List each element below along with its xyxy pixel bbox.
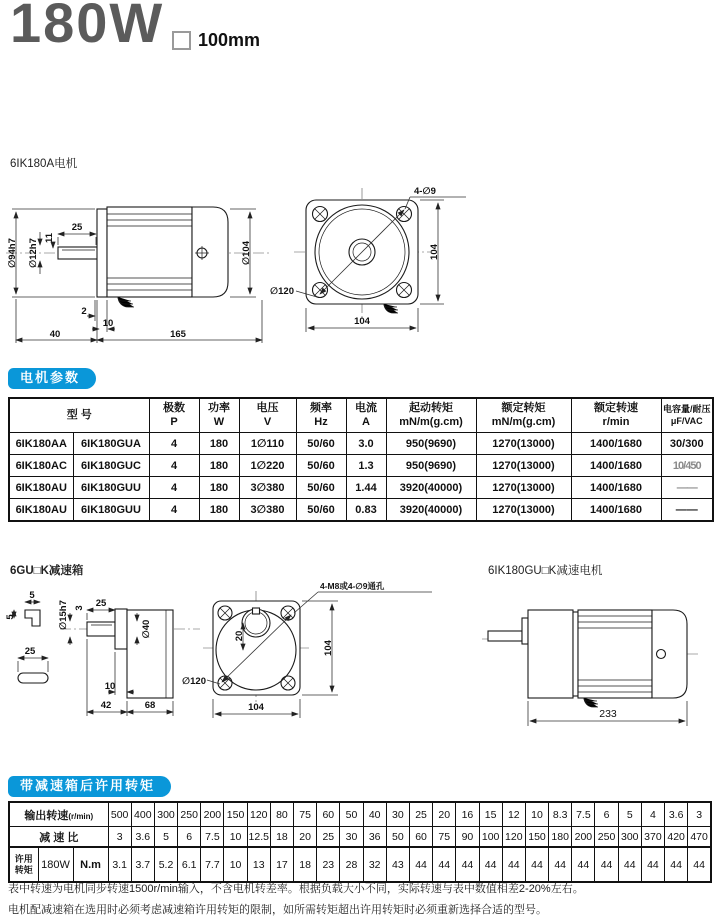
table-cell: 180 [199,477,239,499]
table-cell: 18 [270,827,293,848]
table-cell: 18 [294,847,317,882]
torque-label: 许用 转矩 [9,847,38,882]
table-cell: 6IK180GUA [73,433,149,455]
table-cell: 20 [433,802,456,827]
table-cell: 50/60 [296,433,346,455]
table-cell: 4 [149,455,199,477]
table-cell: 400 [131,802,154,827]
table-cell: 420 [665,827,688,848]
table-cell: 75 [433,827,456,848]
table-cell: 40 [363,802,386,827]
table-cell: 44 [572,847,595,882]
table-cell: 25 [317,827,340,848]
param-row [9,455,713,477]
table-cell: 0.83 [346,499,386,522]
gearbox-side-view [58,598,200,716]
frame-size [172,30,260,51]
gearmotor-drawing-title: 6IK180GU□K减速电机 [488,565,603,577]
output-speed-row [9,802,711,827]
key-detail-view [5,590,48,683]
col-header-start-torque: 起动转矩 mN/m(g.cm) [386,398,476,433]
table-cell: 44 [433,847,456,882]
table-cell: 7.5 [572,802,595,827]
col-header-current: 电流 A [346,398,386,433]
table-cell: 180 [549,827,572,848]
table-cell: 10 [525,802,548,827]
table-cell: 30 [340,827,363,848]
table-cell: 5.2 [154,847,177,882]
table-cell: 1400/1680 [571,455,661,477]
torque-power: 180W [38,847,73,882]
table-cell: 32 [363,847,386,882]
gearbox-dimension-drawing [0,558,480,740]
table-cell: 1∅220 [239,455,296,477]
table-cell: 10 [224,847,247,882]
dim-shaft-length: 40 [49,329,61,340]
table-cell: 120 [502,827,525,848]
table-cell: 50 [340,802,363,827]
table-cell: 250 [595,827,618,848]
table-cell: 43 [386,847,409,882]
param-header-row [9,398,713,433]
table-cell: 950(9690) [386,455,476,477]
table-cell: 6IK180AA [9,433,73,455]
table-cell: 3 [108,827,131,848]
gearbox-drawing-title: 6GU□K减速箱 [10,565,84,577]
table-cell: 500 [108,802,131,827]
table-cell: 8.3 [549,802,572,827]
ratio-row [9,827,711,848]
table-cell: 60 [317,802,340,827]
output-speed-label: 输出转速(r/min) [9,802,108,827]
table-cell: 300 [618,827,641,848]
table-cell: 6 [595,802,618,827]
wire-curl-icon [384,304,398,313]
table-cell: 7.7 [201,847,224,882]
table-cell: 100 [479,827,502,848]
table-cell: 150 [224,802,247,827]
col-header-rated-speed: 额定转速 r/min [571,398,661,433]
table-cell: 120 [247,802,270,827]
table-cell: 17 [270,847,293,882]
dim-key-height: 11 [44,232,55,244]
dim-lip: 10 [104,681,116,692]
dim-body-length: 165 [170,329,186,340]
table-cell: 3.6 [665,802,688,827]
table-cell: 30/300 [661,433,713,455]
table-cell: 4 [149,433,199,455]
dim-flange-width: 104 [354,316,370,327]
frame-size-label: 100mm [198,30,261,50]
dim-holes: 4-∅9 [414,186,436,197]
table-cell: 6IK180GUC [73,455,149,477]
section-badge-torque: 带减速箱后许用转矩 [8,776,171,797]
ratio-label: 减 速 比 [9,827,108,848]
param-row [9,433,713,455]
motor-side-view [6,207,272,307]
dim-flange-width: 104 [248,702,264,713]
dim-boss-length: 10 [102,318,114,329]
col-header-frequency: 频率 Hz [296,398,346,433]
table-cell: 30 [386,802,409,827]
footnote-speed: 表中转速为电机同步转速1500r/min输入，不含电机转差率。根据负载大小不同，实际转速与表中数值相差2-20%左右。 [8,883,584,895]
torque-row [9,847,711,882]
table-cell: 23 [317,847,340,882]
col-header-capacitance: 电容量/耐压 μF/VAC [661,398,713,433]
dim-body-diameter: ∅94h7 [7,238,18,268]
table-cell: 1∅110 [239,433,296,455]
table-cell: 1.44 [346,477,386,499]
dim-gap: 2 [81,306,87,317]
table-cell: 7.5 [201,827,224,848]
table-cell: 12.5 [247,827,270,848]
col-header-rated-torque: 额定转矩 mN/m(g.cm) [476,398,571,433]
motor-front-view [294,188,430,318]
table-cell: 10/450 [661,455,713,477]
param-row [9,477,713,499]
section-badge-motor-params: 电机参数 [8,368,96,389]
table-cell: 200 [572,827,595,848]
table-cell: 4 [641,802,664,827]
table-cell: 200 [201,802,224,827]
dim-step: 3 [74,605,85,611]
table-cell: 44 [479,847,502,882]
table-cell: 44 [665,847,688,882]
table-cell: 1270(13000) [476,455,571,477]
dim-bolt-circle: ∅120 [270,286,294,297]
dim-frame-diameter: ∅104 [241,241,252,265]
table-cell: 44 [549,847,572,882]
table-cell: 50/60 [296,455,346,477]
table-cell: 15 [479,802,502,827]
table-cell: 300 [154,802,177,827]
table-cell: 3.1 [108,847,131,882]
table-cell: 5 [618,802,641,827]
dim-key-length: 25 [24,646,36,657]
table-cell: 3∅380 [239,477,296,499]
table-cell: 1400/1680 [571,499,661,522]
dim-shaft-diameter: ∅12h7 [28,238,39,268]
table-cell: 4 [149,499,199,522]
table-cell: 50 [386,827,409,848]
gearmotor-dimension-drawing [480,558,720,740]
page-title: 180W [10,0,165,54]
dim-front-length: 42 [100,700,112,711]
table-cell: 3∅380 [239,499,296,522]
motor-drawing-title: 6IK180A电机 [10,158,78,170]
table-cell: 1400/1680 [571,477,661,499]
dim-total-length: 233 [599,708,617,720]
table-cell: 44 [688,847,711,882]
dim-holes: 4-M8或4-∅9通孔 [320,581,385,591]
table-cell: 1.3 [346,455,386,477]
table-cell: 90 [456,827,479,848]
dim-flange-height: 104 [323,640,334,656]
table-cell: 3 [688,802,711,827]
table-cell: 1270(13000) [476,433,571,455]
dim-key-height: 5 [5,614,16,620]
table-cell: —— [661,499,713,522]
param-row [9,499,713,522]
table-cell: 60 [409,827,432,848]
allowable-torque-table [8,801,712,883]
motor-parameters-table [8,397,714,522]
table-cell: 470 [688,827,711,848]
table-cell: 250 [178,802,201,827]
table-cell: 44 [456,847,479,882]
wire-curl-icon [584,698,598,707]
table-cell: 36 [363,827,386,848]
table-cell: 50/60 [296,499,346,522]
col-header-model: 型 号 [9,398,149,433]
table-cell: 44 [502,847,525,882]
table-cell: 6IK180GUU [73,499,149,522]
dim-bolt-circle: ∅120 [182,676,206,687]
table-cell: 1270(13000) [476,477,571,499]
table-cell: 44 [409,847,432,882]
table-cell: 4 [149,477,199,499]
size-square-icon [172,31,191,50]
table-cell: 370 [641,827,664,848]
col-header-poles: 极数 P [149,398,199,433]
table-cell: 3.7 [131,847,154,882]
table-cell: 16 [456,802,479,827]
table-cell: 3920(40000) [386,477,476,499]
table-cell: 950(9690) [386,433,476,455]
table-cell: 180 [199,433,239,455]
dim-body-length: 68 [144,700,156,711]
table-cell: —— [661,477,713,499]
dim-key-width: 5 [29,590,35,601]
table-cell: 12 [502,802,525,827]
table-cell: 1270(13000) [476,499,571,522]
table-cell: 44 [595,847,618,882]
dim-shaft-length: 25 [95,598,107,609]
footnote-gearbox: 电机配减速箱在选用时必须考虑减速箱许用转矩的限制，如所需转矩超出许用转矩时必须重新选择合适的型号。 [8,904,547,916]
table-cell: 80 [270,802,293,827]
table-cell: 10 [224,827,247,848]
gearbox-front-view [182,581,432,718]
table-cell: 150 [525,827,548,848]
table-cell: 6IK180AU [9,499,73,522]
table-cell: 6 [178,827,201,848]
dim-shaft-diameter: ∅15h7 [58,600,69,630]
torque-unit: N.m [73,847,108,882]
table-cell: 6IK180GUU [73,477,149,499]
table-cell: 28 [340,847,363,882]
table-cell: 3.0 [346,433,386,455]
dim-shaft-offset: 20 [234,630,245,642]
gearmotor-dimensions [528,701,687,726]
table-cell: 25 [409,802,432,827]
dim-boss-diameter: ∅40 [141,619,152,639]
table-cell: 180 [199,499,239,522]
table-cell: 50/60 [296,477,346,499]
motor-dimension-drawing [0,150,500,365]
dim-key-length: 25 [71,222,83,233]
table-cell: 44 [641,847,664,882]
table-cell: 6IK180AU [9,477,73,499]
table-cell: 20 [294,827,317,848]
table-cell: 6IK180AC [9,455,73,477]
table-cell: 44 [618,847,641,882]
table-cell: 3920(40000) [386,499,476,522]
table-cell: 13 [247,847,270,882]
gearmotor-side-view [482,610,698,707]
col-header-voltage: 电压 V [239,398,296,433]
col-header-power: 功率 W [199,398,239,433]
table-cell: 44 [525,847,548,882]
table-cell: 180 [199,455,239,477]
dim-flange-height: 104 [429,244,440,260]
wire-curl-icon [118,297,134,307]
table-cell: 5 [154,827,177,848]
table-cell: 3.6 [131,827,154,848]
table-cell: 1400/1680 [571,433,661,455]
table-cell: 6.1 [178,847,201,882]
table-cell: 75 [294,802,317,827]
